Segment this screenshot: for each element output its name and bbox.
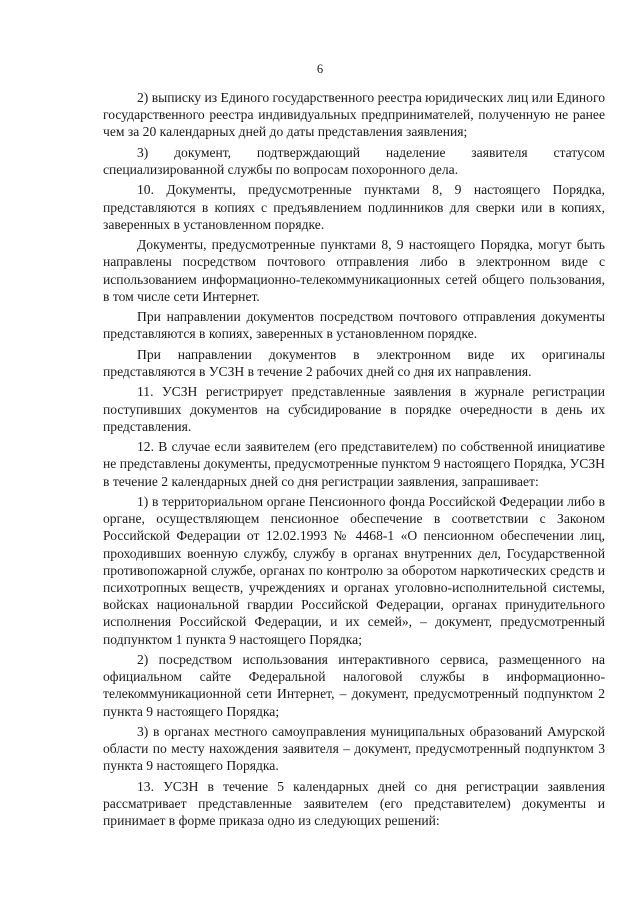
document-body: [103, 89, 605, 833]
paragraph-clause-12: 12. В случае если заявителем (его представителем) по собственной инициативе не представлены документы, предусмотренные пунктом 9 настоящего Порядка, УСЗН в течение 2 календарных дней со дня регистрации заявления, запрашивает:: [103, 439, 605, 489]
paragraph-documents-delivery: Документы, предусмотренные пунктами 8, 9 настоящего Порядка, могут быть направлены посредством почтового отправления либо в электронном виде с использованием информационно-телекоммуникационных сетей общего пользования, в том числе сети Интернет.: [103, 237, 605, 304]
paragraph-clause-10: 10. Документы, предусмотренные пунктами 8, 9 настоящего Порядка, представляются в копиях с предъявлением подлинников для сверки или в копиях, заверенных в установленном порядке.: [103, 182, 605, 232]
page-number: 6: [316, 62, 324, 76]
paragraph-request-3-local-government: 3) в органах местного самоуправления муниципальных образований Амурской области по месту нахождения заявителя – документ, предусмотренный подпунктом 3 пункта 9 настоящего Порядка.: [103, 723, 605, 774]
paragraph-postal-delivery: При направлении документов посредством почтового отправления документы представляются в копиях, заверенных в установленном порядке.: [103, 309, 605, 342]
paragraph-request-1-pension-fund: 1) в территориальном органе Пенсионного фонда Российской Федерации либо в органе, осуществляющем пенсионное обеспечение в соответствии с Законом Российской Федерации от 12.02.1993 № 4468-1 «О пенсионном обеспечении лиц, проходивших военную службу, службу в органах внутренних дел, Государственной противопожарной службе, органах по контролю за оборотом наркотических средств и психотропных веществ, учреждениях и органах уголовно-исполнительной системы, войсках национальной гвардии Российской Федерации, органах принудительного исполнения Российской Федерации, и их семей», – документ, предусмотренный подпунктом 1 пункта 9 настоящего Порядка;: [103, 493, 605, 647]
paragraph-request-2-tax-service: 2) посредством использования интерактивного сервиса, размещенного на официальном сайте Федеральной налоговой службы в информационно-телекоммуникационной сети Интернет, – документ, предусмотренный подпунктом 2 пункта 9 настоящего Порядка;: [103, 651, 605, 719]
paragraph-electronic-delivery: При направлении документов в электронном виде их оригиналы представляются в УСЗН в течение 2 рабочих дней со дня их направления.: [103, 346, 605, 379]
paragraph-clause-13: 13. УСЗН в течение 5 календарных дней со дня регистрации заявления рассматривает представленные заявителем (его представителем) документы и принимает в форме приказа одно из следующих решений:: [103, 778, 605, 829]
paragraph-clause-11: 11. УСЗН регистрирует представленные заявления в журнале регистрации поступивших документов на субсидирование в порядке очередности в день их представления.: [103, 384, 605, 434]
paragraph-item-2-extract: 2) выписку из Единого государственного реестра юридических лиц или Единого государственного реестра индивидуальных предпринимателей, полученную не ранее чем за 20 календарных дней до даты представления заявления;: [103, 90, 605, 140]
paragraph-item-3-status-document: 3) документ, подтверждающий наделение заявителя статусом специализированной службы по вопросам похоронного дела.: [103, 144, 605, 177]
